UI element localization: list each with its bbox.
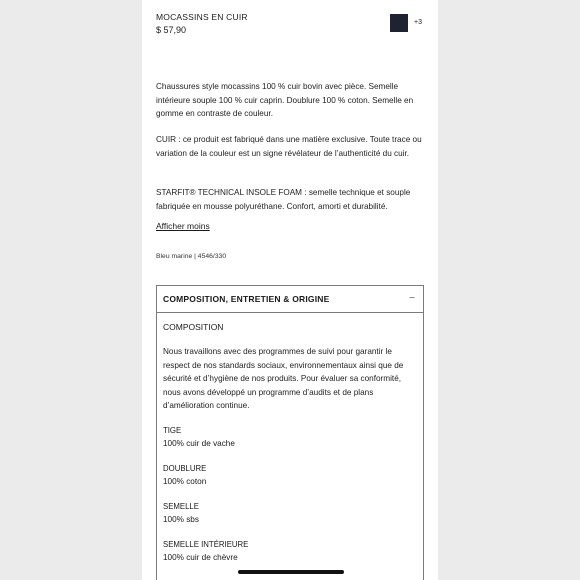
show-less-link[interactable]: Afficher moins xyxy=(156,221,210,231)
leather-note-paragraph: CUIR : ce produit est fabriqué dans une matière exclusive. Toute trace ou variation de la couleur est un signe révélateur de l’authenticité du cuir. xyxy=(156,135,422,158)
composition-value-sole: 100% sbs xyxy=(163,515,199,524)
insole-note-paragraph: STARFIT® TECHNICAL INSOLE FOAM : semelle technique et souple fabriquée en mousse polyuréthane. Confort, amorti et durabilité. xyxy=(156,188,411,211)
section-title: COMPOSITION xyxy=(163,322,224,332)
description-paragraph: Chaussures style mocassins 100 % cuir bovin avec pièce. Semelle intérieure souple 100 % cuir caprin. Doublure 100 % coton. Semelle en gomme en contraste de couleur. xyxy=(156,82,414,119)
color-swatch[interactable] xyxy=(390,14,408,32)
accordion-title: COMPOSITION, ENTRETIEN & ORIGINE xyxy=(163,294,330,304)
product-name: MOCASSINS EN CUIR xyxy=(156,12,248,22)
composition-label-sole: SEMELLE xyxy=(163,502,199,511)
composition-paragraph: Nous travaillons avec des programmes de suivi pour garantir le respect de nos standards sociaux, environnementaux ainsi que de sécurité et d’hygiène de nos produits. Pour évaluer sa conformité, nous avons développé un programme d’audits et de plans d’amélioration continue. xyxy=(163,347,404,411)
more-colors-count[interactable]: +3 xyxy=(414,19,422,26)
product-page xyxy=(142,0,438,580)
collapse-icon[interactable]: − xyxy=(409,293,415,304)
product-price: $ 57,90 xyxy=(156,25,187,35)
composition-value-insole: 100% cuir de chèvre xyxy=(163,553,238,562)
composition-value-upper: 100% cuir de vache xyxy=(163,439,235,448)
home-indicator xyxy=(238,570,344,574)
composition-label-insole: SEMELLE INTÉRIEURE xyxy=(163,540,249,549)
composition-value-lining: 100% coton xyxy=(163,477,207,486)
accordion-header[interactable] xyxy=(157,286,423,313)
composition-label-upper: TIGE xyxy=(163,426,182,435)
composition-accordion xyxy=(156,285,424,580)
color-reference: Bleu marine | 4546/330 xyxy=(156,253,227,260)
composition-label-lining: DOUBLURE xyxy=(163,464,207,473)
